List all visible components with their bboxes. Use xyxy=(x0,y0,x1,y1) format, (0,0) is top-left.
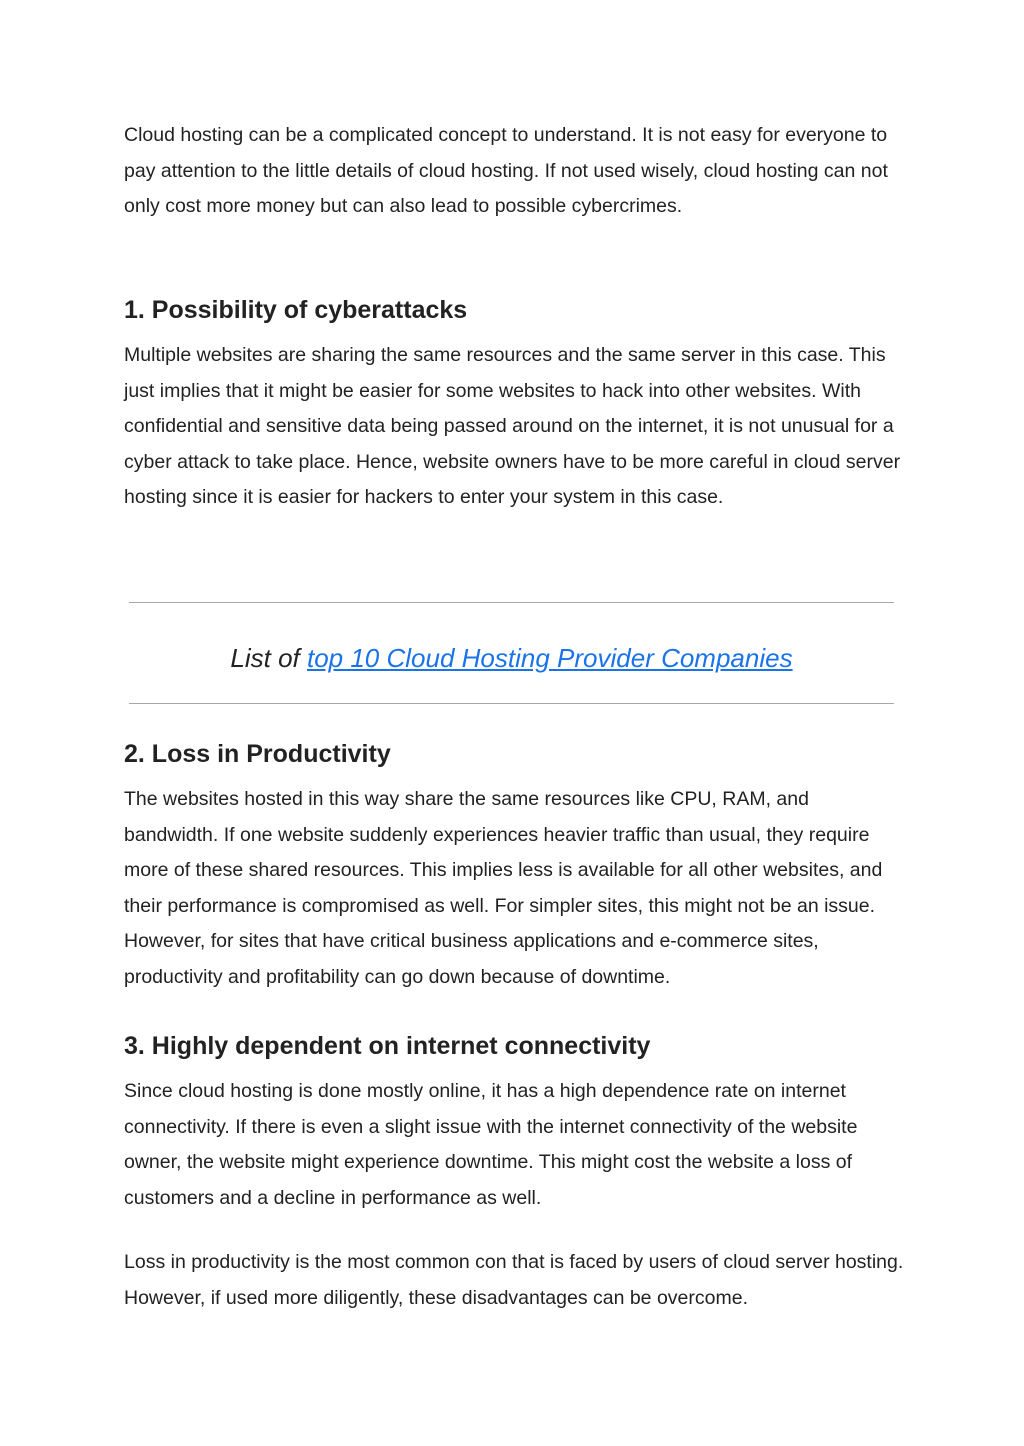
section-body-productivity: The websites hosted in this way share the same resources like CPU, RAM, and bandwidth. If one website suddenly experiences heavier traffic than usual, they require more of these shared resources. This implies less is available for all other websites, and their performance is compromised as well. For simpler sites, this might not be an issue. However, for sites that have critical business applications and e-commerce sites, productivity and profitability can go down because of downtime. xyxy=(124,788,883,988)
intro-paragraph: Cloud hosting can be a complicated concept to understand. It is not easy for everyone to pay attention to the little details of cloud hosting. If not used wisely, cloud hosting can not only cost more money but can also lead to possible cybercrimes. xyxy=(124,124,888,218)
divider-bottom xyxy=(129,703,894,704)
section-heading-connectivity: 3. Highly dependent on internet connectivity xyxy=(124,1032,651,1060)
section-body-cyberattacks: Multiple websites are sharing the same resources and the same server in this case. This just implies that it might be easier for some websites to hack into other websites. With confidential and sensitive data being passed around on the internet, it is not unusual for a cyber attack to take place. Hence, website owners have to be more careful in cloud server hosting since it is easier for hackers to enter your system in this case. xyxy=(124,344,901,509)
divider-top xyxy=(129,602,894,603)
callout xyxy=(124,640,899,676)
callout-link[interactable]: top 10 Cloud Hosting Provider Companies xyxy=(306,643,793,673)
section-heading-productivity: 2. Loss in Productivity xyxy=(124,740,391,768)
callout-prefix: List of xyxy=(230,643,307,673)
closing-paragraph: Loss in productivity is the most common con that is faced by users of cloud server hosting. However, if used more diligently, these disadvantages can be overcome. xyxy=(124,1251,904,1309)
section-body-connectivity: Since cloud hosting is done mostly online, it has a high dependence rate on internet connectivity. If there is even a slight issue with the internet connectivity of the website owner, the website might experience downtime. This might cost the website a loss of customers and a decline in performance as well. xyxy=(124,1080,858,1209)
section-heading-cyberattacks: 1. Possibility of cyberattacks xyxy=(124,296,468,324)
